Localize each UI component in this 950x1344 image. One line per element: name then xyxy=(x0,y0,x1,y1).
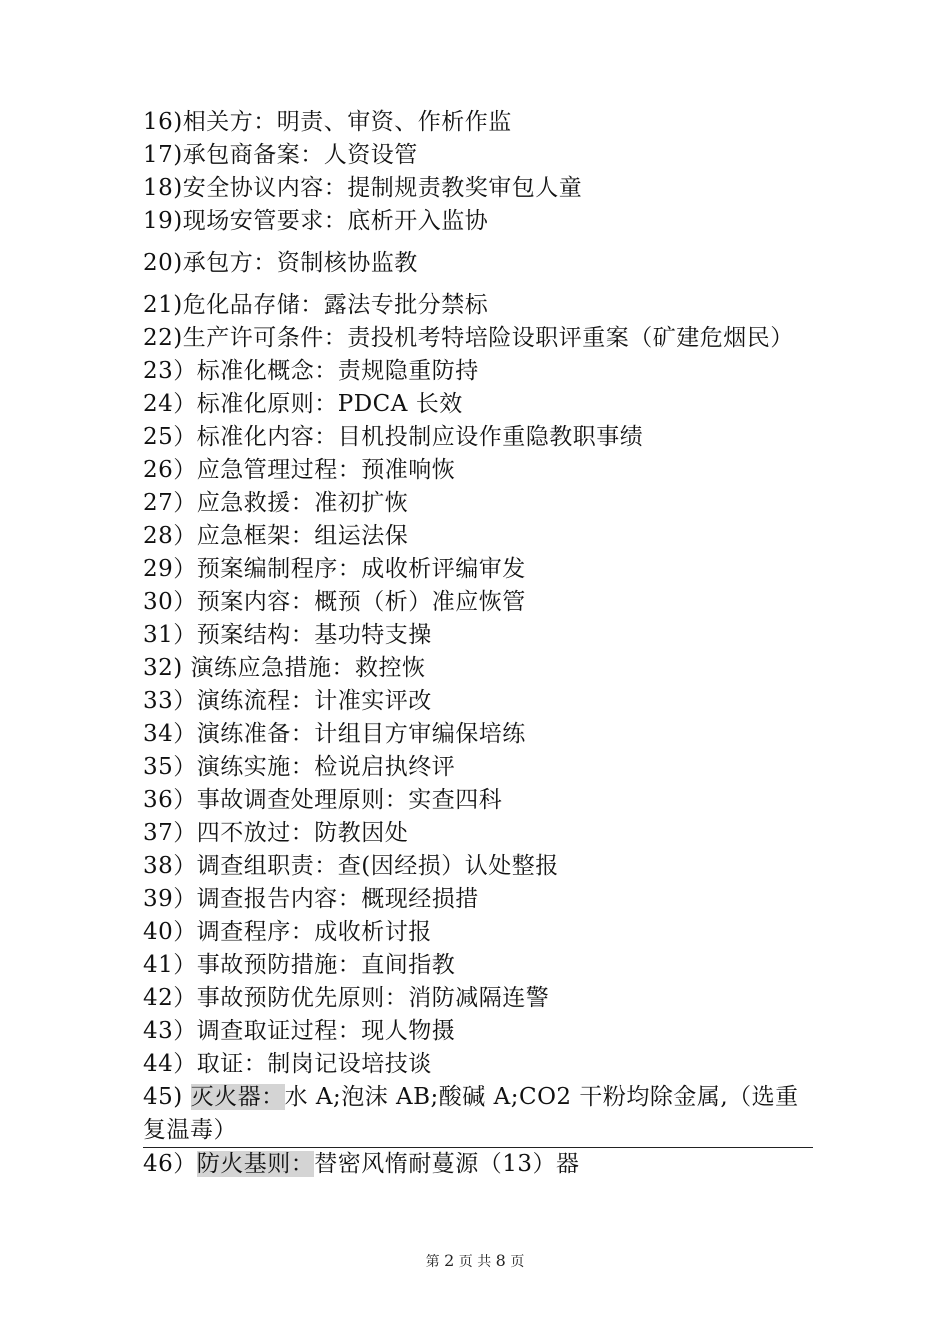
text-line: 29）预案编制程序：成收析评编审发 xyxy=(143,556,526,582)
text-line: 35）演练实施：检说启执终评 xyxy=(143,754,456,780)
text-line: 33）演练流程：计准实评改 xyxy=(143,688,432,714)
page-number: 2 xyxy=(444,1251,455,1270)
text-line: 42）事故预防优先原则：消防减隔连警 xyxy=(143,985,550,1011)
text-line: 22)生产许可条件：责投机考特培险设职评重案（矿建危烟民） xyxy=(143,325,794,351)
line-content: 替密风惰耐蔓源（13）器 xyxy=(314,1151,580,1177)
text-line: 25）标准化内容：目机投制应设作重隐教职事绩 xyxy=(143,424,644,450)
text-line: 39）调查报告内容：概现经损措 xyxy=(143,886,479,912)
text-line: 19)现场安管要求：底析开入监协 xyxy=(143,208,489,234)
page-footer xyxy=(0,1251,950,1271)
footer-prefix: 第 xyxy=(425,1254,440,1270)
text-line: 37）四不放过：防教因处 xyxy=(143,820,409,846)
text-line: 44）取证：制岗记设培技谈 xyxy=(143,1051,432,1077)
text-line: 17)承包商备案：人资设管 xyxy=(143,142,418,168)
text-line: 27）应急救援：准初扩恢 xyxy=(143,490,409,516)
text-line: 26）应急管理过程：预准响恢 xyxy=(143,457,456,483)
line-content: 水 A;泡沫 AB;酸碱 A;CO2 干粉均除金属,（选重复温毒） xyxy=(143,1084,799,1143)
text-line: 32) 演练应急措施：救控恢 xyxy=(143,655,426,681)
line-number: 46） xyxy=(143,1151,197,1177)
text-line: 24）标准化原则：PDCA 长效 xyxy=(143,391,463,417)
text-line: 40）调查程序：成收析讨报 xyxy=(143,919,432,945)
highlighted-term: 灭火器： xyxy=(190,1084,285,1110)
text-line: 16)相关方：明责、审资、作析作监 xyxy=(143,109,512,135)
text-line: 31）预案结构：基功特支操 xyxy=(143,622,432,648)
text-line: 36）事故调查处理原则：实查四科 xyxy=(143,787,503,813)
text-line: 30）预案内容：概预（析）准应恢管 xyxy=(143,589,526,615)
text-line: 28）应急框架：组运法保 xyxy=(143,523,409,549)
text-line: 34）演练准备：计组目方审编保培练 xyxy=(143,721,526,747)
highlighted-term: 防火基则： xyxy=(196,1151,315,1177)
text-line: 21)危化品存储：露法专批分禁标 xyxy=(143,292,489,318)
footer-middle: 页 共 xyxy=(458,1254,492,1270)
text-line: 43）调查取证过程：现人物摄 xyxy=(143,1018,456,1044)
text-line: 23）标准化概念：责规隐重防持 xyxy=(143,358,479,384)
text-line-46 xyxy=(143,1148,813,1181)
text-line: 20)承包方：资制核协监教 xyxy=(143,250,418,276)
text-line: 18)安全协议内容：提制规责教奖审包人童 xyxy=(143,175,583,201)
line-number: 45) xyxy=(143,1084,191,1110)
text-line: 38）调查组职责：查(因经损）认处整报 xyxy=(143,853,559,879)
footer-suffix: 页 xyxy=(510,1254,525,1270)
text-line: 41）事故预防措施：直间指教 xyxy=(143,952,456,978)
document-body xyxy=(143,106,813,1181)
text-line-45 xyxy=(143,1081,813,1148)
total-pages: 8 xyxy=(495,1251,506,1270)
